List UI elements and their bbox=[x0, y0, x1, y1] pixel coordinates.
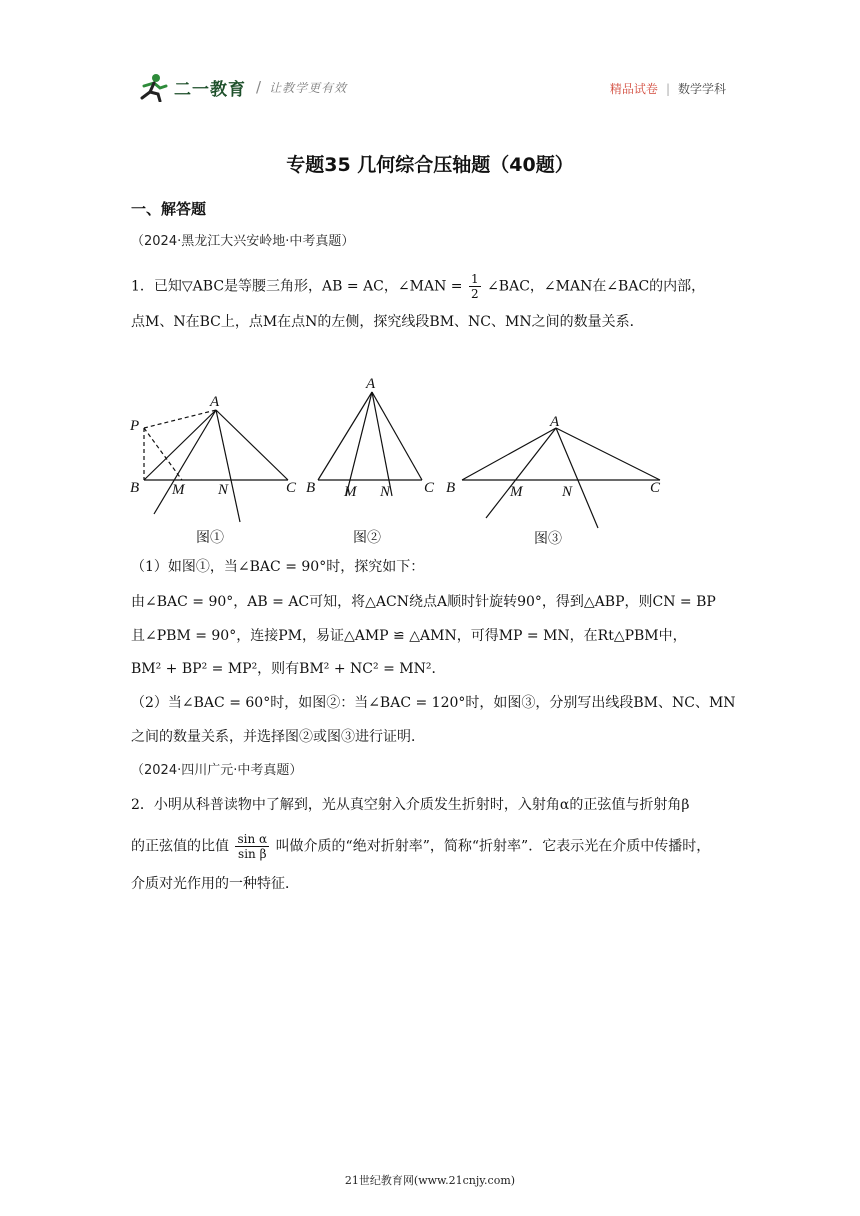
fig2-label-C: C bbox=[424, 480, 435, 496]
header-tags: 精品试卷 | 数学学科 bbox=[609, 82, 726, 96]
page-footer: 21世纪教育网(www.21cnjy.com) bbox=[344, 1174, 516, 1187]
fig2-label-N: N bbox=[380, 484, 391, 500]
figure-1-caption: 图① bbox=[196, 530, 224, 546]
q2-line3: 介质对光作用的一种特征． bbox=[131, 876, 299, 892]
section-heading: 一、解答题 bbox=[131, 200, 207, 218]
fig1-label-N: N bbox=[218, 482, 229, 498]
q1-sub1-line2: 由∠BAC = 90°，AB = AC可知，将△ACN绕点A顺时针旋转90°，得到△ABP，则CN = BP bbox=[131, 594, 716, 610]
fig2-label-A: A bbox=[366, 376, 376, 392]
runner-icon bbox=[136, 72, 170, 102]
geometry-figures bbox=[120, 370, 680, 530]
fraction-half: $\frac{1}{2}$ bbox=[470, 272, 479, 301]
figure-2-caption: 图② bbox=[353, 530, 381, 546]
figure-1-diagram bbox=[144, 410, 288, 522]
q1-line1: 1．已知▽ABC是等腰三角形，AB = AC，∠MAN = $\frac{1}{2}$ ∠BAC，∠MAN在∠BAC的内部， bbox=[131, 272, 706, 301]
q1-source: （2024·黑龙江大兴安岭地·中考真题） bbox=[131, 234, 355, 249]
q1-sub1-line4: BM² + BP² = MP²，则有BM² + NC² = MN²． bbox=[131, 661, 446, 677]
q1-line2: 点M、N在BC上，点M在点N的左侧，探究线段BM、NC、MN之间的数量关系． bbox=[131, 314, 644, 330]
fig3-label-A: A bbox=[550, 414, 560, 430]
q2-source: （2024·四川广元·中考真题） bbox=[131, 763, 303, 778]
figure-2-diagram bbox=[318, 392, 422, 496]
brand-name: 二一教育 bbox=[174, 79, 246, 100]
fig1-label-A: A bbox=[210, 394, 220, 410]
figure-3-caption: 图③ bbox=[534, 531, 562, 547]
q1-sub2-line1: （2）当∠BAC = 60°时，如图②：当∠BAC = 120°时，如图③，分别写出线段BM、NC、MN bbox=[131, 695, 736, 711]
fig1-label-B: B bbox=[130, 480, 140, 496]
tag-subject: 数学学科 bbox=[677, 82, 726, 96]
fig3-label-C: C bbox=[650, 480, 661, 496]
brand-logo bbox=[136, 70, 347, 104]
fig3-label-B: B bbox=[446, 480, 456, 496]
fig3-label-M: M bbox=[510, 484, 523, 500]
brand-slogan: 让教学更有效 bbox=[269, 80, 348, 95]
figure-3-diagram bbox=[462, 428, 660, 528]
q2-line1: 2．小明从科普读物中了解到，光从真空射入介质发生折射时，入射角α的正弦值与折射角β bbox=[131, 797, 690, 813]
fig1-label-C: C bbox=[286, 480, 297, 496]
fig2-label-B: B bbox=[306, 480, 316, 496]
tag-premium: 精品试卷 bbox=[609, 82, 658, 96]
q1-sub1-line1: （1）如图①，当∠BAC = 90°时，探究如下： bbox=[131, 559, 425, 575]
fig1-label-M: M bbox=[172, 482, 185, 498]
q1-sub2-line2: 之间的数量关系，并选择图②或图③进行证明． bbox=[131, 729, 425, 745]
fig3-label-N: N bbox=[562, 484, 573, 500]
q1-sub1-line3: 且∠PBM = 90°，连接PM，易证△AMP ≌ △AMN，可得MP = MN，在Rt△PBM中， bbox=[131, 628, 687, 644]
fraction-sin-ratio: $\frac{\text{sin α}}{\text{sin β}}$ bbox=[237, 832, 268, 861]
fig1-label-P: P bbox=[130, 418, 140, 434]
brand-separator: / bbox=[256, 78, 262, 96]
fig2-label-M: M bbox=[344, 484, 357, 500]
q2-line2: 的正弦值的比值 $\frac{\text{sin α}}{\text{sin β}}$ 叫做介质的“绝对折射率”，简称“折射率”．它表示光在介质中传播时， bbox=[131, 832, 711, 861]
page-title: 专题35 几何综合压轴题（40题） bbox=[286, 154, 574, 176]
